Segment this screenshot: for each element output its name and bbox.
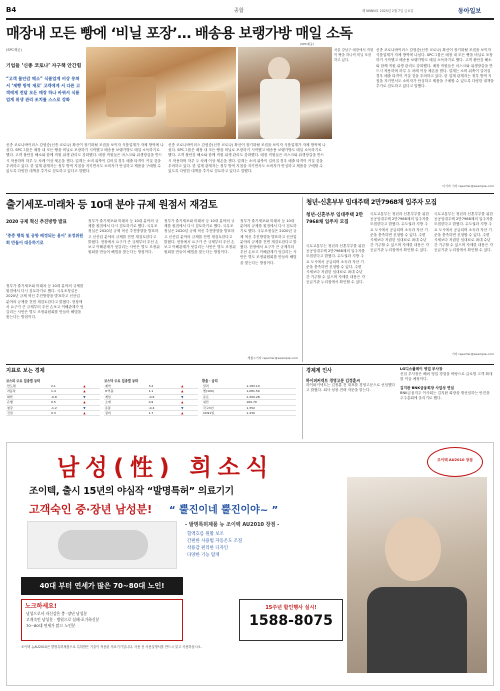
table1-cell: 반도체 <box>6 384 50 389</box>
ad-product-image <box>27 521 177 569</box>
people-item-1 <box>306 378 396 429</box>
section-name: 종합 <box>234 8 244 14</box>
people-title: 경제계 인사 <box>306 368 332 374</box>
ad-banner: 40대 부터 연세가 많은 70~80대 노인! <box>21 577 183 595</box>
ad-phone-label: 15주년 할인행사 실시! <box>265 605 317 611</box>
market-table-fx <box>202 378 296 416</box>
table2-cell: ▲ <box>180 400 198 405</box>
photo-credit-left: (SPC제공) <box>6 48 22 52</box>
table-row <box>104 411 198 416</box>
table3-cell: 1.352 <box>245 405 296 410</box>
article2-byline: 세종=기자 reporter@example.com <box>247 356 298 360</box>
table2-cell: ▲ <box>180 411 198 416</box>
table3 <box>202 384 296 416</box>
article2-body-col3: 정부가 줄기세포와 미래차 등 10대 분야의 규제를 원점에서 다시 검토하기로 했다. 국무조정실은 2020년 규제 혁신 추진방향을 발표하고 신산업 분야의 규제를 전면 재검토한다고 밝혔다. 현장에서 요구가 큰 규제부터 우선 손보고 이해관계가 엇갈리는 사안은 별도 조정위원회를 만들어 해법을 찾는다는 방침이다. <box>164 219 236 255</box>
table1 <box>6 384 100 416</box>
ad-product: - 발명특허제품 뉴 조이텍 AU2010 장점 - <box>185 522 280 528</box>
lead-photo-right <box>238 47 332 139</box>
lead-body-col3: 신종 코로나바이러스 감염증(신종 코로나) 확산이 장기화될 조짐을 보이자 식품업계가 자체 방역에 나섰다. SPC그룹은 매장 내 모든 빵을 비닐로 포장하기 시작했고 배송용 보랭가방도 매일 소독하기로 했다. 고객 불안감 해소와 함께 직원 위생 관리도 강화했다. 매장 직원들은 마스크와 위생장갑을 반드시 착용하며 하루 두 차례 이상 체온을 잰다. 업계는 소비 위축이 길어질 경우 매출 타격이 커질 것을 우려하고 있다. 한 업계 관계자는 정부 방역 지침을 지키면서도 소비자가 안심하고 제품을 구매할 수 있도록 다양한 대책을 추가로 검토하고 있다고 말했다. <box>376 48 494 89</box>
people-item-2-org: LG디스플레이 영업 부사장 <box>400 367 443 371</box>
table2-cell: 제약 <box>104 384 148 389</box>
table2-cell: 0.9 <box>148 400 181 405</box>
page-number: B4 <box>6 6 17 14</box>
ad-feature-4: 다양한 기능 탑재 <box>187 553 220 558</box>
lead-quote: “고객 불안감 해소” 식품업계 비상 뭉쳐서 ‘제빵 방역 제로’ 고객에게 서 다른 고객에게 전달 모든 매장 하나 바꿔서 식품업계 위생 관리 조치를 스스로 강화 <box>6 75 81 102</box>
article2-body-col2: 정부가 줄기세포와 미래차 등 10대 분야의 규제를 원점에서 다시 검토하기로 했다. 국무조정실은 2020년 규제 혁신 추진방향을 발표하고 신산업 분야의 규제를 전면 재검토한다고 밝혔다. 현장에서 요구가 큰 규제부터 우선 손보고 이해관계가 엇갈리는 사안은 별도 조정위원회를 만들어 해법을 찾는다는 방침이다. <box>88 219 160 255</box>
table1-cell: ▲ <box>82 384 100 389</box>
table3-cell: 169.70 <box>245 400 296 405</box>
brand-logo: 동아일보 <box>458 8 482 15</box>
ad-slogan: “ 뿔진이네 뿔진이야~ ” <box>169 505 279 516</box>
ad-line2: 고객숙인 중·장년 남성분! <box>29 503 153 516</box>
table-row <box>6 411 100 416</box>
header-rule <box>6 18 494 20</box>
article2-headline: 출기세포-미래차 등 10대 분야 규제 원점서 재검토 <box>6 200 218 211</box>
ad-footnote: 조이텍 뉴AU2010은 발명특허제품으로 특허받은 기술이 적용된 의료기기입니다. 사용 전 사용설명서를 반드시 읽고 사용하십시오. <box>21 645 202 649</box>
article2-subheadline: 2020 규제 혁신 추진방향 발표 <box>6 220 67 225</box>
people-item-3-text: BNK금융지주 이사회는 김지완 회장을 재선임하는 안건을 주주총회에 올리기로 했다. <box>400 391 490 401</box>
table2-cell: -0.4 <box>148 405 181 410</box>
article3-body-col3: 국토교통부는 청년과 신혼부부를 위한 공공임대주택 2만7968채의 입주자를 모집한다고 밝혔다. 수도권과 지방 주요 도시에서 공급되며 소득과 자산 기준을 충족하면 신청할 수 있다. 주변 시세보다 저렴한 임대료로 최대 수년간 거주할 수 있으며 자세한 내용은 각 공급기관 누리집에서 확인할 수 있다. <box>434 212 493 253</box>
table2 <box>104 384 198 416</box>
advertisement[interactable] <box>6 442 494 686</box>
ad-box <box>21 599 183 641</box>
table2-cell: ▼ <box>180 394 198 399</box>
table3-cell: 유로 <box>202 394 245 399</box>
ad-title: 남성(性) 희소식 <box>57 455 275 481</box>
ad-features <box>187 531 337 559</box>
column-divider <box>302 197 303 362</box>
table1-cell: ▲ <box>82 389 100 394</box>
ad-phone-box[interactable] <box>239 599 343 641</box>
article3-byline: 기자 reporter@example.com <box>451 352 494 356</box>
market-table-kosdaq <box>104 378 198 416</box>
table3-cell: CD91일 <box>202 411 245 416</box>
people-item-3 <box>400 386 494 429</box>
table3-cell: 1,183.10 <box>245 384 296 389</box>
table3-cell: 1,081.50 <box>245 389 296 394</box>
table-row <box>202 411 296 416</box>
table3-cell: 달러 <box>202 384 245 389</box>
market-table-kospi <box>6 378 100 416</box>
table3-cell: 국고3년 <box>202 405 245 410</box>
lead-headline: 매장내 모든 빵에 ‘비닐 포장’… 배송용 보랭가방 매일 소독 <box>6 26 353 42</box>
table2-cell: 게임 <box>104 394 148 399</box>
article2-left-column <box>6 219 84 246</box>
table3-cell: 1.430 <box>245 411 296 416</box>
table1-cell: 은행 <box>6 400 50 405</box>
ad-line1: 조이텍, 출시 15년의 야심작 “발명특허” 의료기기 <box>29 486 234 497</box>
people-item-1-text: 하이퍼커넥트는 김정훈 전 대표를 경영고문으로 선임했다고 밝혔다. 회사 성장 전략 자문을 맡는다. <box>306 383 396 393</box>
table2-cell: 유통 <box>104 405 148 410</box>
lead-body-col2: 신종 코로나바이러스 감염증(신종 코로나) 확산이 장기화될 조짐을 보이자 식품업계가 자체 방역에 나섰다. SPC그룹은 매장 내 모든 빵을 비닐로 포장하기 시작했고 배송용 보랭가방도 매일 소독하기로 했다. 고객 불안감 해소와 함께 직원 위생 관리도 강화했다. 매장 직원들은 마스크와 위생장갑을 반드시 착용하며 하루 두 차례 이상 체온을 잰다. 업계는 소비 위축이 길어질 경우 매출 타격이 커질 것을 우려하고 있다. 한 업계 관계자는 정부 방역 지침을 지키면서도 소비자가 안심하고 제품을 구매할 수 있도록 다양한 대책을 추가로 검토하고 있다고 말했다. <box>168 143 326 174</box>
table1-cell: -1.2 <box>50 405 82 410</box>
table1-cell: 화학 <box>6 394 50 399</box>
photo-credit-right: (SPC제공) <box>300 42 314 46</box>
table2-cell: 1.7 <box>148 411 181 416</box>
ad-badge: 조이텍 AU2010 장점 <box>427 447 483 477</box>
table3-cell: 1,300.28 <box>245 394 296 399</box>
table3-title: 환율 · 금리 <box>202 379 218 383</box>
ad-phone-number[interactable]: 1588-8075 <box>249 613 333 629</box>
ad-box-item-2: 고개숙인 남성분 · 병원으로 실패·포기하신분 <box>26 617 100 622</box>
lead-photo-caption: 서울 강남구 매장에서 직원이 빵을 하나씩 비닐 포장하고 있다. <box>334 48 374 62</box>
article3-lead: 청년-신혼부부 임대주택 2만7968채 입주자 모집 <box>306 213 364 225</box>
ad-feature-1: 혈액흐름 원활 보조 <box>187 532 224 537</box>
table1-cell: 철강 <box>6 405 50 410</box>
table2-cell: -0.6 <box>148 394 181 399</box>
market-title: 지표로 보는 경제 <box>6 368 45 374</box>
table1-cell: 0.5 <box>50 400 82 405</box>
market-divider <box>302 367 303 439</box>
table1-cell: ▼ <box>82 394 100 399</box>
table2-cell: ▲ <box>180 389 198 394</box>
ad-feature-2: 간편한 사용법 자동온도 조절 <box>187 539 243 544</box>
table2-cell: 장비 <box>104 411 148 416</box>
lead-photo-left <box>86 47 236 139</box>
lead-byline: 이기자 기자 reporter@example.com <box>442 184 494 188</box>
section-divider-1 <box>6 193 494 194</box>
table1-cell: -0.8 <box>50 394 82 399</box>
people-item-3-org: 김지완 BNK금융회장 사업성 연임 <box>400 386 454 390</box>
table1-cell: 2.1 <box>50 384 82 389</box>
table1-title: 코스피 주요 업종별 등락 <box>6 379 41 383</box>
table2-cell: 3.2 <box>148 384 181 389</box>
lead-left-column <box>6 48 82 131</box>
table2-cell: 소재 <box>104 400 148 405</box>
table2-cell: 1.1 <box>148 389 181 394</box>
article2-quote: ‘중층 행특 및 공항 배정되는 용어’ 조정위원회 만들어 대응하기로 <box>6 233 84 245</box>
section-divider-2 <box>6 364 494 365</box>
table2-title: 코스닥 주요 업종별 등락 <box>104 379 139 383</box>
table2-cell: ▼ <box>180 405 198 410</box>
table1-cell: ▲ <box>82 400 100 405</box>
people-item-2 <box>400 367 494 382</box>
ad-box-item-1: 남성으로서 자신감은 충 ·장년 남성분 <box>26 611 88 616</box>
people-item-1-org: 하이퍼커넥트 경영고문 김정훈씨 <box>306 378 360 383</box>
ad-box-item-3: 70~80대 연세가 많으 노인분 <box>26 623 76 628</box>
table1-cell: ▲ <box>82 411 100 416</box>
ad-box-title: 노크하세요! <box>25 603 57 610</box>
table2-cell: ▲ <box>180 384 198 389</box>
article2-body-col1: 정부가 줄기세포와 미래차 등 10대 분야의 규제를 원점에서 다시 검토하기로 했다. 국무조정실은 2020년 규제 혁신 추진방향을 발표하고 신산업 분야의 규제를 전면 재검토한다고 밝혔다. 현장에서 요구가 큰 규제부터 우선 손보고 이해관계가 엇갈리는 사안은 별도 조정위원회를 만들어 해법을 찾는다는 방침이다. <box>6 284 84 320</box>
table3-cell: 위안 <box>202 400 245 405</box>
article3-body-col1: 국토교통부는 청년과 신혼부부를 위한 공공임대주택 2만7968채의 입주자를 모집한다고 밝혔다. 수도권과 지방 주요 도시에서 공급되며 소득과 자산 기준을 충족하면 신청할 수 있다. 주변 시세보다 저렴한 임대료로 최대 수년간 거주할 수 있으며 자세한 내용은 각 공급기관 누리집에서 확인할 수 있다. <box>306 244 365 285</box>
table2-cell: IT부품 <box>104 389 148 394</box>
table1-cell: ▼ <box>82 405 100 410</box>
article3-headline: 청년-신혼부부 임대주택 2만7968채 입주자 모집 <box>306 198 437 206</box>
lead-subheadline: 기업들 ‘신종 코로나’ 자구책 안간힘 <box>6 63 82 69</box>
ad-model-photo <box>347 477 487 673</box>
article3-body-col2: 국토교통부는 청년과 신혼부부를 위한 공공임대주택 2만7968채의 입주자를 모집한다고 밝혔다. 수도권과 지방 주요 도시에서 공급되며 소득과 자산 기준을 충족하면 신청할 수 있다. 주변 시세보다 저렴한 임대료로 최대 수년간 거주할 수 있으며 자세한 내용은 각 공급기관 누리집에서 확인할 수 있다. <box>370 212 429 253</box>
people-item-2-text: 신임 부사장은 해외 영업 경험을 바탕으로 글로벌 고객 확대를 이끌 예정이다. <box>400 372 493 382</box>
table1-cell: 1.4 <box>50 389 82 394</box>
table1-cell: 0.3 <box>50 411 82 416</box>
ad-feature-3: 착용감 편리한 디자인 <box>187 546 228 551</box>
article2-body-col4: 정부가 줄기세포와 미래차 등 10대 분야의 규제를 원점에서 다시 검토하기로 했다. 국무조정실은 2020년 규제 혁신 추진방향을 발표하고 신산업 분야의 규제를 전면 재검토한다고 밝혔다. 현장에서 요구가 큰 규제부터 우선 손보고 이해관계가 엇갈리는 사안은 별도 조정위원회를 만들어 해법을 찾는다는 방침이다. <box>240 219 297 265</box>
table1-cell: 자동차 <box>6 389 50 394</box>
table3-cell: 엔(100) <box>202 389 245 394</box>
issue-info: 제 NNNN호 2025년 2월 7일 금요일 <box>362 9 414 13</box>
table1-cell: 건설 <box>6 411 50 416</box>
lead-body-col1: 신종 코로나바이러스 감염증(신종 코로나) 확산이 장기화될 조짐을 보이자 식품업계가 자체 방역에 나섰다. SPC그룹은 매장 내 모든 빵을 비닐로 포장하기 시작했고 배송용 보랭가방도 매일 소독하기로 했다. 고객 불안감 해소와 함께 직원 위생 관리도 강화했다. 매장 직원들은 마스크와 위생장갑을 반드시 착용하며 하루 두 차례 이상 체온을 잰다. 업계는 소비 위축이 길어질 경우 매출 타격이 커질 것을 우려하고 있다. 한 업계 관계자는 정부 방역 지침을 지키면서도 소비자가 안심하고 제품을 구매할 수 있도록 다양한 대책을 추가로 검토하고 있다고 말했다. <box>6 143 164 174</box>
